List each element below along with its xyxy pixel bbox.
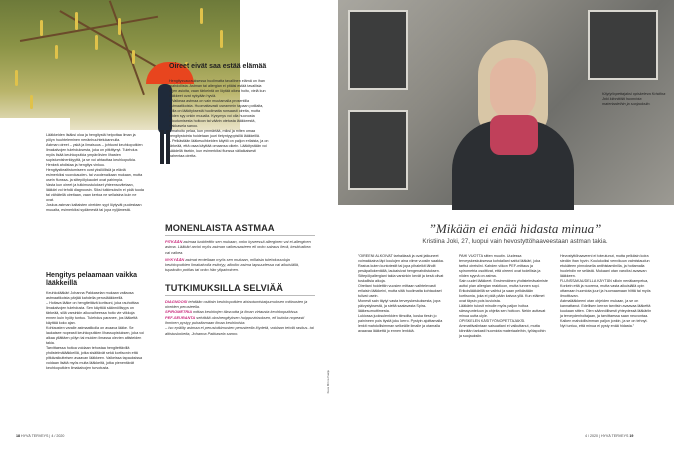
box-item: NYKYÄÄN astmat erotellaan myös sen mukaan, millaisia tulehdussoluja keuhkoputkien limakalvolla esiintyy, alkoiko astma lapsuudessa vai aikuisiällä, tupakoiko potilas tai onko hän ylipainoinen. <box>165 256 300 273</box>
magazine-name: HYVÄ TERVEYS <box>21 434 49 438</box>
box-heading-types: MONENLAISTA ASTMAA <box>165 223 275 233</box>
right-footer: 4 / 2020 | HYVÄ TERVEYS 19 <box>585 434 634 438</box>
photo-caption: Käytyöopettajaksi opiskeleva Kristiina Joki kiinnittää huomiota materiaaleihin ja suojauksiin. <box>602 92 666 106</box>
issue-number: 4 / 2020 <box>585 434 598 438</box>
box-item: PITKÄÄN astmaa luokiteltiin sen mukaan, onko kyseessä allerginen vai ei-allerginen astma. Lääkäri arvioi myös astman vaikeusasteen eli onko sairaus lievä, keskivaikea vai vaikea. <box>165 239 311 255</box>
figure-leg <box>160 130 164 164</box>
left-col2-text: Hengitysvaurauksessa huolimatta tavallinen elämä on ihan mahdollista. Astman tai allergian ei pitäisi estää tavallisia arjen asioita, vaan tärkeintä on löytää oikea hoito, vielä kun lääkkeet ovat nykyään hyviä. – Vaikeaa astmaa on vain muutamalla prosentilla astmaatikoista. Huomattavasti useammin tapaan potilaita, joilla on lääkityksestä huolimatta runsaasti oireita, mutta niiden syy onkin muualla. Kysymys voi olla huonosta sitoutumisesta hoitoon tai väärin otetusta lääkkeestä, Pakkasela sanoo. Omahoito pelaa, kun ymmärtää, miksi ja miten omaa hengitystointa hoidetaan juuri tietyntyyppisillä lääkkeillä. – Pelkästään lääkesuihkeiden käyttö on paljon erilaista, ja on tärkeää, että osaa käyttää omaansa oikein. Lääkitystään voi säädellä itsekin, kun esimerkiksi flunssa väliaikaisesti pahentaa oireita. <box>169 79 269 158</box>
box-item: – Iso epäilty astmaa ei perustutkimusten perusteella löydetä, voidaan tehdä rasitus- tai altistuskokeita, Johanna Pakkasela sanoo. <box>165 325 314 336</box>
box-item: DIAGNOOSI tehdään osittain keuhkoputkien ahtautumistaipumuksen mittausten ja oireiden perusteella. <box>165 298 308 310</box>
page-number: 18 <box>16 434 20 438</box>
photo-fade <box>0 118 70 133</box>
left-col1-top-text: Lääkkeiden lisäksi oloa ja hengitystä helpottaa liman ja pölyn huuhteleminen nenänhuuhtelukannulla. Astman oireet – yskä ja limaisuus – johtuvat keuhkoputkien limakalvojen tulehduksesta, joka on pitkittynyt. Tulehdus myös lisää keuhkoputkia ympäröivien lihasten supistumisherkkyyttä, ja se voi ahtauttaa keuhkoputkia. Henkeä ahdistaa ja hengitys vinkuu. Hengitystiealtistumiseen ovat yksilöllisiä ja eläviä esimerkiksi vuorokauden- tai vuodenaikaan mukaan, mutta usein flunssa- ja siitepölykaudet ovat pahimpia. Vasta kun oireet ja tutkimustulokset yhteensovitetaan, lääkäri voi tehdä diagnoosin. Siksi tutkimuksiin ei pidä tuoda tai vähätellä oireitaan, vaan kertoa ne sellaisina kuin ne ovat. Joskus astman kaltaisten oireiden syyt löytyvät puolestaan muualta, esimerkiksi sydämestä tai jopa nyljämestä. <box>46 133 144 212</box>
info-box <box>165 223 315 336</box>
symptoms-heading: Oireet eivät saa estää elämää <box>169 63 267 70</box>
left-footer: 18 HYVÄ TERVEYS | 4 / 2020 <box>16 434 65 438</box>
right-col2-text: PAHI VUOTTA sitten muutin. Uudessa terveyskeskuksessa kohdallani sattui lääkäri, joka tarttui oireisiini. Kahden viikon PEF-mittaus ja spirometria osoittivat, että oireeni ovat todellisia ja niiden syynä on astma. Sain uudet lääkkeet. Ensimmäinen yhdistelmävalmiste auttoi pian allergian reaktioon, mutta tunnen sopi. Erikoislääkärillä se vaihtui ja saan pelkästään kortisonia, joka ei pidä pään kaivoa yllä. Kun eläimet ovat täysin pois kuvioista. Lääkärin tulosit minulle myös paljon hoitoa särssyunteluun ja ohjeita sen hoitoon. Nekin auttavat minua uutta ulyle. OPISKELEN KÄSITYÖNOPETTAJAKSI. Ammattivalintaan saisuatiani ei vaikuttanut, mutta kiinnitän tarkasti huomiota materiaaleihin, työtapoihin ja suojauksiin. <box>459 254 548 338</box>
right-col1-text: ”OIREENI ALKOIVAT tarhaiässä ja ovat jatkuneet voimakkaina läpi koulujen aina viime vuosiin saakka. Rastus kuten kuntotestit tai jopa pihaleikit lähdit pesäpallokentällä, laukaisivat hengenahdistuksen. Siitepölyallergiani takia varsinkin kevät ja kesä olivat tuskallisia aikoja. Oireitani hoidettiin vuosien mittaan vaihtelevasti erilaisin lääkkeini, mutta siitä huolimatta kohtaukset tulivat usein. Monesti sain täytyi vasta terveyskeskuksesta, jopa päivystyksestä, ja sieltä saatavasta Spira-lääkesumuttimesta. Lukiossa juoksulenkkien tiimoilta, koska tiesin jo painineen pois itystä joku kerro. Pystyin ajoittamalla lenkit mahdollisimman selkeälle ilmalle ja otamalla avaavaa lääkettä jo ennen lenkkiä. <box>358 254 444 333</box>
box-item: PEF-SEURANTA selvittää uloshengityksen huippuvirtauksen, eli kuinka nopeasti ihminen pystyy puhaltamaan ilmaa keuhkoista. <box>165 314 305 325</box>
divider <box>165 295 315 296</box>
issue-number: 4 / 2020 <box>51 434 65 438</box>
byline: Kristiina Joki, 27, luopui vain hevostyttöhaaveestaan astman takia. <box>422 238 608 245</box>
portrait-scarf <box>490 115 538 155</box>
right-col3-text: Hevostyttöhaaveeni ei toteutunut, mutta pelkäsin koira siedän ihan hyvin. Koulukoiksi venvikuun valmistaudun etukäteen pinnoksella antihistamiinilla, ja hoitamalla huolehdin ne selästä. Mukaani otan varoiksi avaavan lääkkeen. FLUNSSAKAUDELLA KÄYTÄN silloin nenäkampelua, Korkein että ja nuorena, mutta vasta aikuisiällä opin ottamaan huomiota juuri ja huomaamaan hiittä tai myös ilmoittuvan. Astmalääkkeeni otan ohjeiden mukaan, ja se on kannattanut. Edellisen kerran tarvitsin avaavaa lääkettä kuukaan sitten. Olen säännöllisesti yhteydessä lääkäriin ja terveydenhoitajaan, ja tarvittaessa saan neuvontaa. Kaiken mahdollisimman paljon jonkin, ja se on tehnyt. Nyt tuntuu, että minua ei pysty enää hidasta.” <box>560 254 652 328</box>
headline-quote: ”Mikään ei enää hidasta minua” <box>428 221 602 236</box>
page-number: 19 <box>629 434 634 438</box>
box-heading-tests: TUTKIMUKSILLA SELVIÄÄ <box>165 282 283 293</box>
portrait-face <box>490 58 536 120</box>
photo-credit: Kuva Minna Paalju <box>326 370 330 394</box>
magazine-name: HYVÄ TERVEYS <box>600 434 629 438</box>
treatment-heading: Hengitys pelaamaan vaikka lääkkeillä <box>46 272 138 287</box>
left-col1-bottom-text: Keuhkolääkäri Johanna Pakkaselan mukaan valtaosa astmaatikoista pärjää kahdella peruslääkkeellä. – Hoitava lääke on hengitettävä kortisoni, joka rauhoittaa limakalvojen tulehdusta. Sen käyttöä säännöllisyys on tärkeää, sillä varsinkin alkuvaiheessa hoito vie viikkoja ennen kuin hyöty tuntuu. Tulehdus paranee, jos lääkettä käyttää koko ajan. Kohtausten varalle astmaatikolla on avaava lääke. Se laukaisee nopeasti keuhkoputkien lihassupistuksen, joka voi alkaa yllättäen pölyn tai muiden ilmassa olevien altisteiden takia. Tarvittaessa hoitoa voidaan tehostaa hengitettävillä yhdistelmälääkkeillä, jotka sisältävät sekä kortisonin että pitkävaikutteisen avaavan lääkkeen. Vaikeissa tapauksissa voidaan lisätä myös muita lääkkeitä, jotka pienentävät keuhkoputkien limakalvojen turvotusta. <box>46 291 144 370</box>
divider <box>165 235 315 236</box>
box-item: SPIROMETRIA mittaa keuhkojen tilavuutta ja ilman virtausta keuhkoputkissa. <box>165 309 299 315</box>
